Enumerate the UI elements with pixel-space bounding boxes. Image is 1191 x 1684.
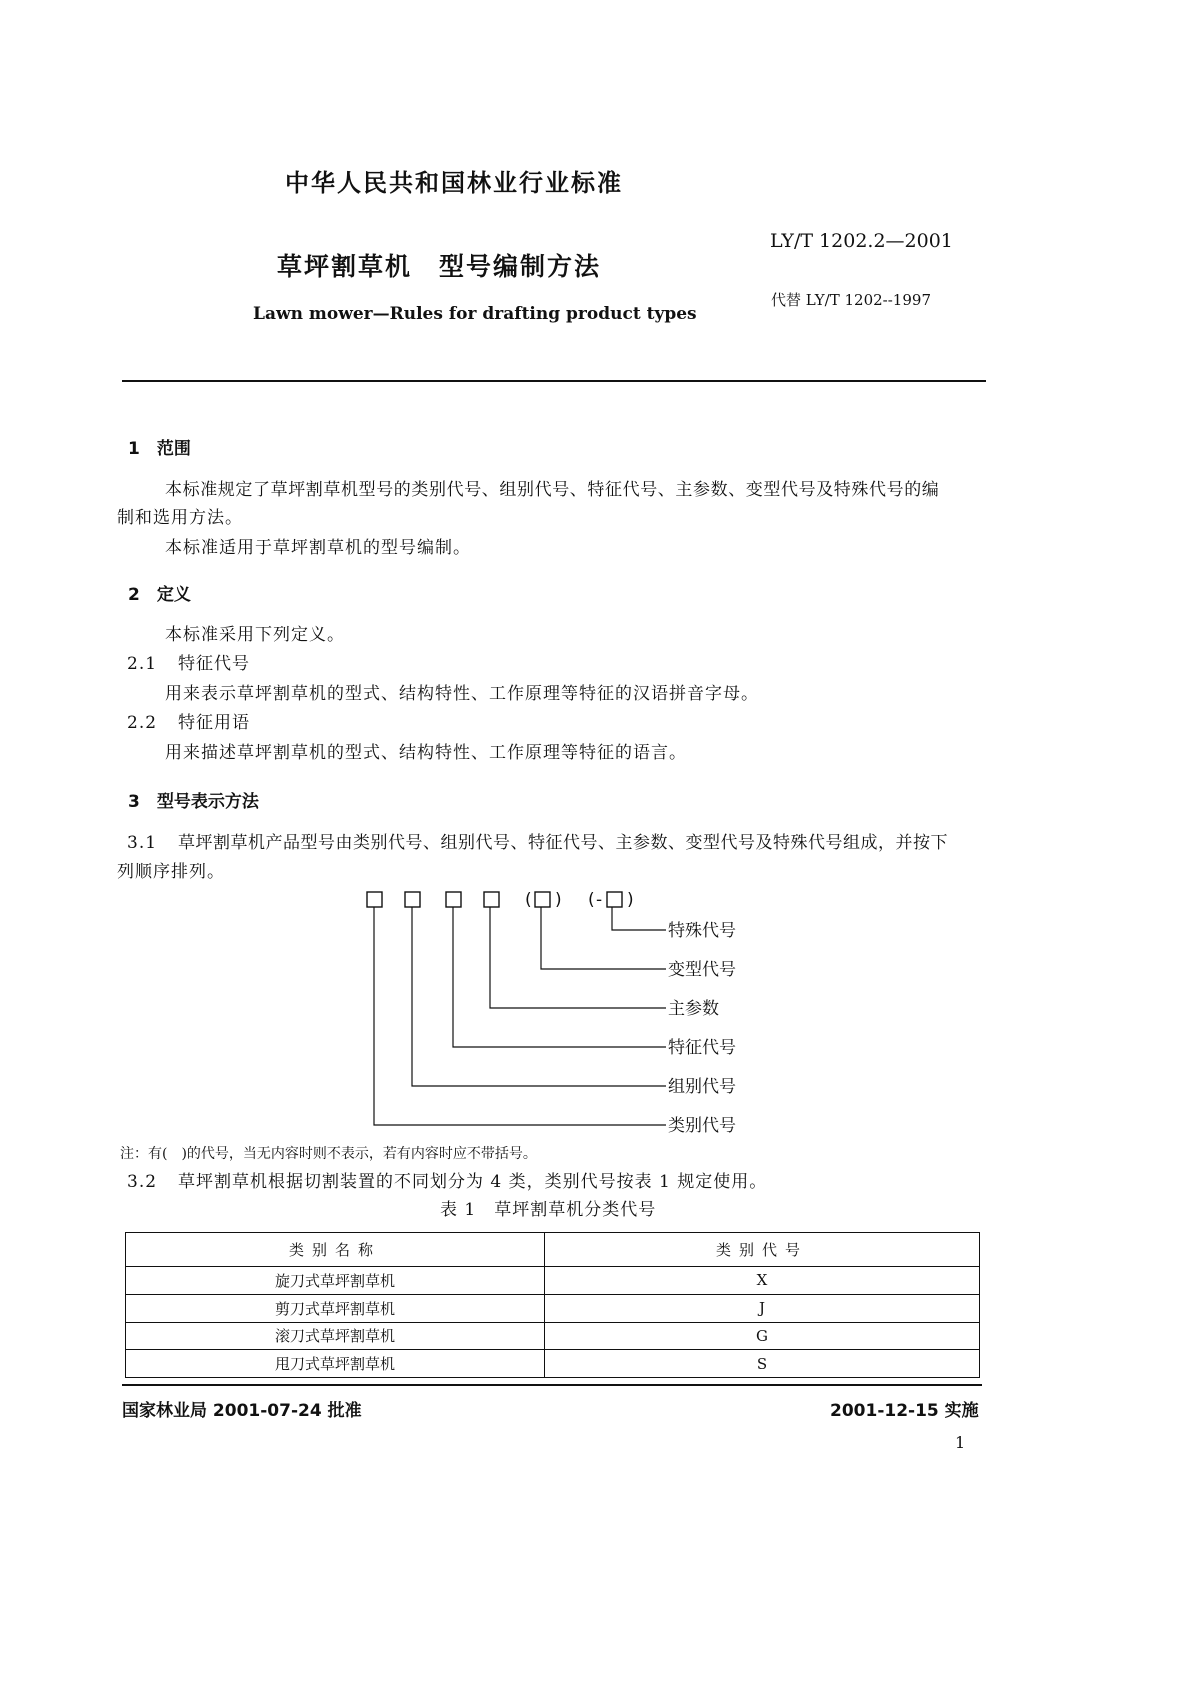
table-row <box>126 1350 980 1378</box>
special-open-paren: ( <box>588 890 595 910</box>
document-title-zh: 草坪割草机 型号编制方法 <box>277 252 602 281</box>
table-header-category-code: 类别代号 <box>545 1233 980 1267</box>
label-main-parameter: 主参数 <box>668 999 719 1019</box>
clause-3-1-line1: 草坪割草机产品型号由类别代号、组别代号、特征代号、主参数、变型代号及特殊代号组成，并按下 <box>178 833 948 853</box>
table-1 <box>125 1232 980 1378</box>
feature-code-box <box>446 892 461 907</box>
category-code-connector <box>374 907 666 1125</box>
table-cell-code: G <box>545 1322 980 1350</box>
special-code-connector <box>612 907 666 930</box>
clause-3-2-number: 3.2 <box>127 1172 158 1192</box>
special-close-paren: ) <box>627 890 634 910</box>
approval-date: 国家林业局 2001-07-24 批准 <box>122 1401 362 1421</box>
table-cell-code: S <box>545 1350 980 1378</box>
table-1-caption: 表 1 草坪割草机分类代号 <box>440 1200 657 1220</box>
label-category-code: 类别代号 <box>668 1116 736 1136</box>
diagram-note: 注：有( )的代号，当无内容时则不表示，若有内容时应不带括号。 <box>120 1146 537 1162</box>
section-3-heading: 3 型号表示方法 <box>128 792 259 812</box>
table-cell-name: 滚刀式草坪割草机 <box>126 1322 545 1350</box>
document-title-en: Lawn mower—Rules for drafting product types <box>253 304 697 324</box>
page-number: 1 <box>955 1433 966 1452</box>
table-cell-code: X <box>545 1267 980 1295</box>
group-code-connector <box>412 907 666 1086</box>
def-2-2-term: 特征用语 <box>178 713 250 733</box>
clause-3-2-text: 草坪割草机根据切割装置的不同划分为 4 类，类别代号按表 1 规定使用。 <box>178 1172 768 1192</box>
group-code-box <box>405 892 420 907</box>
label-feature-code: 特征代号 <box>668 1038 736 1058</box>
clause-3-1-line2: 列顺序排列。 <box>117 862 225 882</box>
def-2-1-term: 特征代号 <box>178 654 250 674</box>
section-1-para2: 本标准适用于草坪割草机的型号编制。 <box>165 538 471 558</box>
footer-rule <box>122 1384 982 1386</box>
special-code-box <box>607 892 622 907</box>
section-2-intro: 本标准采用下列定义。 <box>165 625 345 645</box>
table-cell-name: 剪刀式草坪割草机 <box>126 1294 545 1322</box>
main-parameter-connector <box>490 907 666 1008</box>
effective-date: 2001-12-15 实施 <box>830 1401 979 1421</box>
table-row <box>126 1267 980 1295</box>
variant-code-box <box>535 892 550 907</box>
section-1-heading: 1 范围 <box>128 439 191 459</box>
section-1-para1-line2: 制和选用方法。 <box>117 508 243 528</box>
variant-open-paren: ( <box>525 890 532 910</box>
label-special-code: 特殊代号 <box>668 921 736 941</box>
def-2-2-number: 2.2 <box>127 713 158 733</box>
section-2-heading: 2 定义 <box>128 585 191 605</box>
main-parameter-box <box>484 892 499 907</box>
table-row <box>126 1322 980 1350</box>
section-1-para1-line1: 本标准规定了草坪割草机型号的类别代号、组别代号、特征代号、主参数、变型代号及特殊代号的编 <box>165 480 940 500</box>
table-cell-code: J <box>545 1294 980 1322</box>
replaces-note: 代替 LY/T 1202--1997 <box>771 291 931 309</box>
def-2-1-number: 2.1 <box>127 654 158 674</box>
def-2-2-definition: 用来描述草坪割草机的型式、结构特性、工作原理等特征的语言。 <box>165 743 687 763</box>
label-variant-code: 变型代号 <box>668 960 736 980</box>
model-code-diagram <box>0 880 800 1140</box>
standard-code: LY/T 1202.2—2001 <box>770 230 953 252</box>
table-row <box>126 1294 980 1322</box>
table-header-category-name: 类别名称 <box>126 1233 545 1267</box>
feature-code-connector <box>453 907 666 1047</box>
table-cell-name: 旋刀式草坪割草机 <box>126 1267 545 1295</box>
clause-3-1-number: 3.1 <box>127 833 158 853</box>
org-title: 中华人民共和国林业行业标准 <box>285 169 623 197</box>
special-dash: - <box>596 890 603 910</box>
label-group-code: 组别代号 <box>668 1077 736 1097</box>
table-cell-name: 甩刀式草坪割草机 <box>126 1350 545 1378</box>
header-rule <box>122 380 986 382</box>
variant-close-paren: ) <box>555 890 562 910</box>
variant-code-connector <box>541 907 666 969</box>
def-2-1-definition: 用来表示草坪割草机的型式、结构特性、工作原理等特征的汉语拼音字母。 <box>165 684 759 704</box>
category-code-box <box>367 892 382 907</box>
